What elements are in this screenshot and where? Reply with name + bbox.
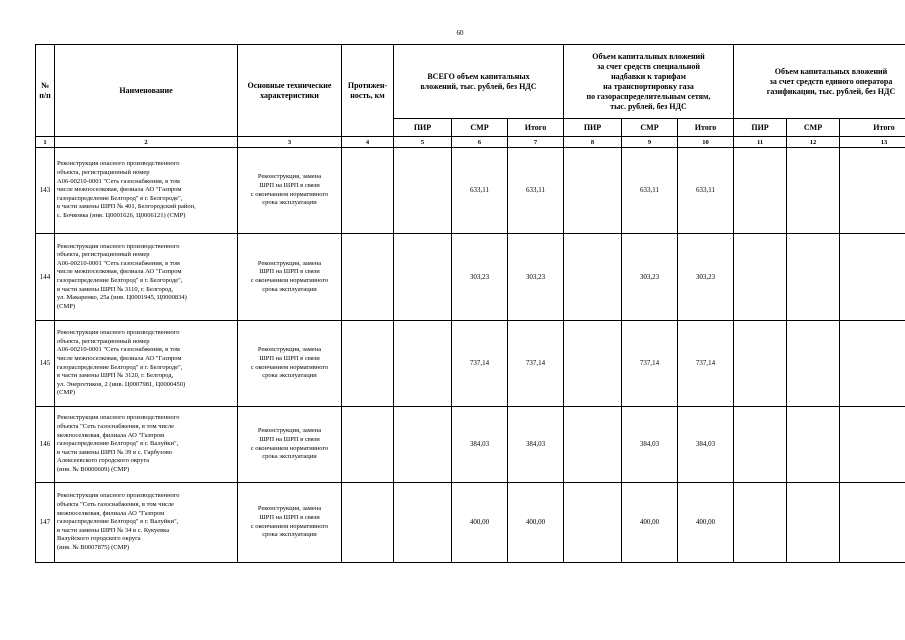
column-number: 1: [36, 137, 55, 148]
row-smr-operator: [787, 483, 840, 563]
row-smr-operator: [787, 148, 840, 234]
column-number: 10: [678, 137, 734, 148]
row-pir-special: [564, 148, 622, 234]
column-number: 12: [787, 137, 840, 148]
header-group-special: Объем капитальных вложений за счет средств специальной надбавки к тарифам на транспортировку газа по газораспределительным сетям, тыс. рублей, без НДС: [564, 45, 734, 119]
column-number: 8: [564, 137, 622, 148]
row-pir: [394, 148, 452, 234]
row-itogo-operator: [840, 483, 905, 563]
row-name: Реконструкция опасного производственного объекта, регистрационный номер А06-00210-0001 "Сеть газоснабжения, в том числе межпоселковая, филиала АО "Газпром газораспределение Белгород" в г. Белгороде", в части замены ШРП № 3120, г. Белгород, ул. Энергетиков, 2 (инв. Ц0007981, Ц0000450) (СМР): [55, 321, 238, 407]
row-smr-special: 400,00: [622, 483, 678, 563]
row-pir-operator: [734, 234, 787, 321]
row-smr-special: 384,03: [622, 407, 678, 483]
header-smr: СМР: [622, 119, 678, 137]
row-length: [342, 148, 394, 234]
row-smr: 633,11: [452, 148, 508, 234]
row-itogo: 737,14: [508, 321, 564, 407]
row-pir-operator: [734, 321, 787, 407]
header-group-operator: Объем капитальных вложений за счет средств единого оператора газификации, тыс. рублей, без НДС: [734, 45, 905, 119]
row-pir: [394, 321, 452, 407]
header-name: Наименование: [55, 45, 238, 137]
table-row: [36, 407, 905, 483]
row-number: 145: [36, 321, 55, 407]
header-group-total: ВСЕГО объем капитальных вложений, тыс. рублей, без НДС: [394, 45, 564, 119]
row-tech: Реконструкция, замена ШРП на ШРП в связи с окончанием нормативного срока эксплуатации: [238, 148, 342, 234]
row-itogo: 633,11: [508, 148, 564, 234]
row-pir-operator: [734, 148, 787, 234]
row-name: Реконструкция опасного производственного объекта, регистрационный номер А06-00210-0001 "Сеть газоснабжения, в том числе межпоселковая, филиала АО "Газпром газораспределение Белгород" в г. Белгороде", в части замены ШРП № 3110, г. Белгород, ул. Макаренко, 25а (инв. Ц0001945, Ц0000834) (СМР): [55, 234, 238, 321]
row-itogo-special: 633,11: [678, 148, 734, 234]
row-number: 146: [36, 407, 55, 483]
row-name: Реконструкция опасного производственного объекта "Сеть газоснабжения, в том числе межпоселковая, филиала АО "Газпром газораспределение Белгород" в г. Валуйки", в части замены ШРП № 34 в с. Кукуевка Валуйского городского округа (инв. № В0007875) (СМР): [55, 483, 238, 563]
row-smr: 303,23: [452, 234, 508, 321]
row-number: 147: [36, 483, 55, 563]
table-row: [36, 148, 905, 234]
row-tech: Реконструкция, замена ШРП на ШРП в связи с окончанием нормативного срока эксплуатации: [238, 483, 342, 563]
page-number: 60: [456, 29, 464, 37]
row-length: [342, 407, 394, 483]
column-number: 11: [734, 137, 787, 148]
row-pir: [394, 407, 452, 483]
row-tech: Реконструкция, замена ШРП на ШРП в связи с окончанием нормативного срока эксплуатации: [238, 321, 342, 407]
row-itogo-special: 737,14: [678, 321, 734, 407]
column-number: 6: [452, 137, 508, 148]
row-pir-special: [564, 483, 622, 563]
row-itogo-operator: [840, 148, 905, 234]
row-smr-special: 633,11: [622, 148, 678, 234]
investment-table: [35, 44, 905, 563]
row-pir: [394, 234, 452, 321]
row-smr-special: 303,23: [622, 234, 678, 321]
header-itogo: Итого: [840, 119, 905, 137]
header-pir: ПИР: [564, 119, 622, 137]
header-length: Протяжен- ность, км: [342, 45, 394, 137]
header-smr: СМР: [452, 119, 508, 137]
row-smr: 400,00: [452, 483, 508, 563]
row-number: 144: [36, 234, 55, 321]
row-itogo-special: 303,23: [678, 234, 734, 321]
column-number: 9: [622, 137, 678, 148]
header-smr: СМР: [787, 119, 840, 137]
row-pir-special: [564, 321, 622, 407]
header-pir: ПИР: [734, 119, 787, 137]
row-number: 143: [36, 148, 55, 234]
header-num: № п/п: [36, 45, 55, 137]
header-pir: ПИР: [394, 119, 452, 137]
row-tech: Реконструкция, замена ШРП на ШРП в связи с окончанием нормативного срока эксплуатации: [238, 234, 342, 321]
row-itogo-special: 384,03: [678, 407, 734, 483]
row-tech: Реконструкция, замена ШРП на ШРП в связи с окончанием нормативного срока эксплуатации: [238, 407, 342, 483]
row-itogo: 303,23: [508, 234, 564, 321]
row-name: Реконструкция опасного производственного объекта, регистрационный номер А06-00210-0001 "Сеть газоснабжения, в том числе межпоселковая, филиала АО "Газпром газораспределение Белгород" в г. Белгороде", в части замены ШРП № 401, Белгородский район, с. Бочковка (инв. Ц0001626, Ц0006121) (СМР): [55, 148, 238, 234]
row-smr-special: 737,14: [622, 321, 678, 407]
row-pir-operator: [734, 407, 787, 483]
column-number-row: [36, 137, 905, 148]
header-itogo: Итого: [678, 119, 734, 137]
row-length: [342, 234, 394, 321]
table-row: [36, 483, 905, 563]
column-number: 5: [394, 137, 452, 148]
row-itogo: 400,00: [508, 483, 564, 563]
column-number: 4: [342, 137, 394, 148]
row-length: [342, 483, 394, 563]
row-smr-operator: [787, 234, 840, 321]
row-pir-operator: [734, 483, 787, 563]
row-pir-special: [564, 407, 622, 483]
row-name: Реконструкция опасного производственного объекта "Сеть газоснабжения, в том числе межпоселковая, филиала АО "Газпром газораспределение Белгород" в г. Валуйки", в части замены ШРП № 39 в с. Гарбузово Алексеевского городского округа (инв. № В0000609) (СМР): [55, 407, 238, 483]
row-smr-operator: [787, 321, 840, 407]
row-itogo-operator: [840, 407, 905, 483]
row-pir-special: [564, 234, 622, 321]
header-tech: Основные технические характеристики: [238, 45, 342, 137]
row-smr-operator: [787, 407, 840, 483]
row-itogo: 384,03: [508, 407, 564, 483]
row-pir: [394, 483, 452, 563]
row-itogo-special: 400,00: [678, 483, 734, 563]
row-itogo-operator: [840, 234, 905, 321]
column-number: 13: [840, 137, 905, 148]
table-row: [36, 321, 905, 407]
column-number: 3: [238, 137, 342, 148]
column-number: 2: [55, 137, 238, 148]
header-itogo: Итого: [508, 119, 564, 137]
row-itogo-operator: [840, 321, 905, 407]
row-length: [342, 321, 394, 407]
column-number: 7: [508, 137, 564, 148]
row-smr: 384,03: [452, 407, 508, 483]
row-smr: 737,14: [452, 321, 508, 407]
table-row: [36, 234, 905, 321]
